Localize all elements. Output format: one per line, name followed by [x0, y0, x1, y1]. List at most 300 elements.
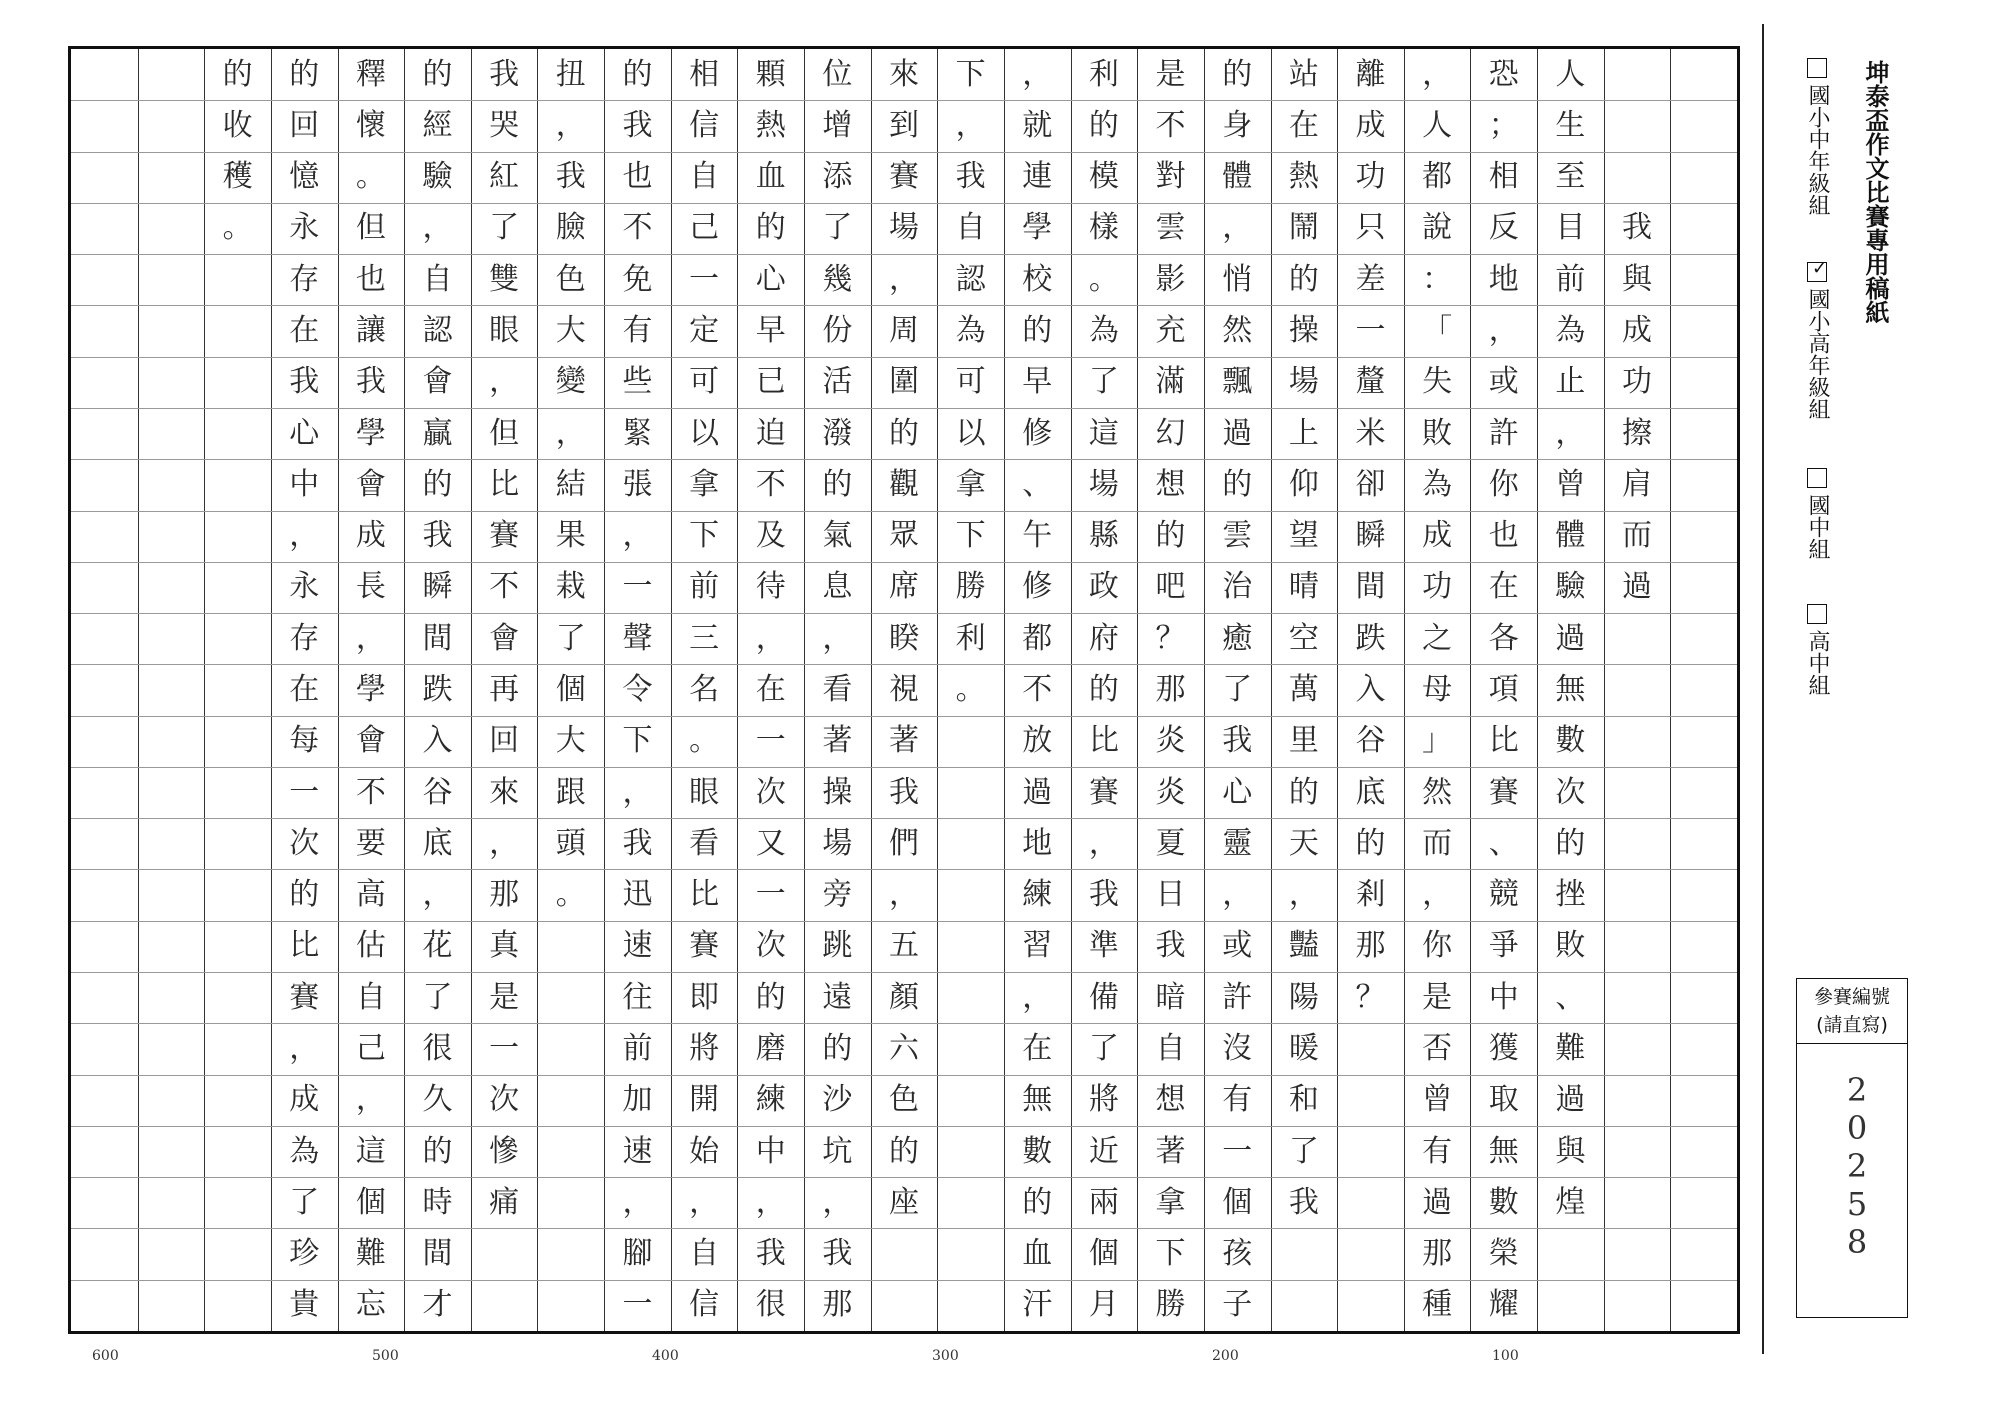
essay-char: 樣: [1088, 210, 1119, 246]
essay-char: 賽: [1488, 774, 1519, 810]
essay-char: 只: [1355, 210, 1386, 246]
essay-char: 往: [622, 979, 653, 1015]
essay-char: 過: [1555, 620, 1586, 656]
essay-char: 天: [1288, 825, 1319, 861]
essay-char: 獲: [1488, 1030, 1519, 1066]
essay-char: 前: [1555, 261, 1586, 297]
essay-char: 我: [889, 774, 919, 810]
essay-char: 你: [1422, 928, 1453, 964]
essay-char: 比: [689, 877, 720, 913]
essay-char: 己: [689, 210, 720, 246]
essay-char: 座: [889, 1184, 919, 1220]
essay-char: 將: [1088, 1082, 1119, 1118]
essay-char: 賽: [889, 159, 919, 195]
row-line: [71, 1023, 1737, 1024]
essay-char: 成: [1355, 107, 1386, 143]
essay-char: 拿: [955, 466, 986, 502]
essay-char: 貴: [289, 1287, 320, 1323]
essay-char: 幾: [822, 261, 853, 297]
essay-char: 上: [1288, 415, 1319, 451]
essay-char: 次: [1555, 774, 1586, 810]
essay-char: 懷: [355, 107, 386, 143]
essay-char: 前: [622, 1030, 653, 1066]
essay-char: 們: [889, 825, 919, 861]
essay-char: 人: [1422, 107, 1453, 143]
registration-number[interactable]: 20258: [1838, 1071, 1876, 1261]
essay-char: 跳: [822, 928, 853, 964]
essay-char: 不: [1155, 107, 1186, 143]
essay-char: 的: [822, 1030, 853, 1066]
essay-char: 將: [689, 1030, 720, 1066]
essay-char: 待: [755, 569, 786, 605]
essay-char: 谷: [422, 774, 453, 810]
essay-char: 視: [889, 672, 919, 707]
essay-char: 那: [1155, 672, 1186, 707]
count-tick-400: 400: [652, 1348, 679, 1364]
column-line: [871, 49, 872, 1331]
essay-char: 然: [1222, 313, 1253, 349]
essay-char: 的: [755, 979, 786, 1015]
option-senior-high[interactable]: [1800, 604, 1830, 696]
essay-char: 次: [755, 774, 786, 810]
essay-char: 腳: [622, 1236, 653, 1272]
essay-char: ，: [822, 620, 853, 656]
essay-char: ，: [289, 1030, 320, 1066]
essay-char: 止: [1555, 364, 1586, 400]
essay-char: 下: [955, 56, 986, 92]
essay-char: 對: [1155, 159, 1186, 195]
essay-char: 憶: [289, 159, 320, 195]
essay-char: 回: [489, 723, 520, 759]
essay-char: ，: [1488, 313, 1519, 349]
essay-char: 著: [1155, 1133, 1186, 1169]
essay-char: 次: [289, 825, 320, 861]
essay-char: 暗: [1155, 979, 1186, 1015]
essay-char: 頭: [555, 825, 586, 861]
essay-char: 一: [1222, 1133, 1253, 1169]
essay-char: 的: [1155, 518, 1186, 554]
essay-char: 的: [1022, 313, 1053, 349]
essay-char: 那: [1355, 928, 1386, 964]
essay-char: 了: [1288, 1133, 1319, 1169]
essay-char: 在: [755, 672, 786, 707]
essay-char: 長: [355, 569, 386, 605]
essay-char: 我: [555, 159, 586, 195]
essay-char: 的: [1222, 466, 1253, 502]
essay-char: 的: [289, 877, 320, 913]
essay-char: 都: [1422, 159, 1453, 195]
essay-char: 賽: [289, 979, 320, 1015]
essay-char: 加: [622, 1082, 653, 1118]
essay-char: 練: [755, 1082, 786, 1118]
check-mark-icon: ✓: [1809, 258, 1830, 279]
row-line: [71, 767, 1737, 768]
row-line: [71, 716, 1737, 717]
essay-char: 地: [1022, 825, 1053, 861]
essay-char: 、: [1022, 466, 1053, 502]
essay-char: 場: [1288, 364, 1319, 400]
column-line: [937, 49, 938, 1331]
essay-char: ？: [1155, 620, 1186, 656]
essay-char: 也: [1488, 518, 1519, 554]
essay-char: 陽: [1288, 979, 1319, 1015]
essay-char: 你: [1488, 466, 1519, 502]
essay-char: 的: [1022, 1184, 1053, 1220]
essay-char: ，: [1288, 877, 1319, 913]
row-line: [71, 357, 1737, 358]
essay-char: 名: [689, 672, 720, 707]
essay-char: 靈: [1222, 825, 1253, 861]
essay-char: 來: [489, 774, 520, 810]
essay-char: 生: [1555, 107, 1586, 143]
essay-char: ，: [822, 1184, 853, 1220]
essay-char: 就: [1022, 107, 1053, 143]
essay-char: 雙: [489, 261, 520, 297]
column-line: [1670, 49, 1671, 1331]
essay-char: 失: [1422, 364, 1453, 400]
essay-char: 中: [755, 1133, 786, 1169]
essay-char: 三: [689, 620, 720, 656]
essay-char: 忘: [355, 1287, 386, 1323]
essay-char: ，: [355, 1082, 386, 1118]
essay-char: 珍: [289, 1236, 320, 1272]
essay-char: 難: [1555, 1030, 1586, 1066]
essay-char: 相: [689, 56, 720, 92]
essay-char: 那: [1422, 1236, 1453, 1272]
column-line: [1470, 49, 1471, 1331]
essay-char: 收: [222, 107, 253, 143]
essay-char: 許: [1222, 979, 1253, 1015]
essay-char: 我: [955, 159, 986, 195]
essay-char: 估: [355, 928, 386, 964]
essay-char: 即: [689, 979, 720, 1015]
essay-char: 之: [1422, 620, 1453, 656]
essay-char: 在: [1022, 1030, 1053, 1066]
essay-char: 無: [1555, 672, 1586, 707]
essay-char: 一: [689, 261, 720, 297]
essay-char: 我: [755, 1236, 786, 1272]
essay-char: 近: [1088, 1133, 1119, 1169]
essay-char: 的: [889, 415, 919, 451]
essay-char: 入: [1355, 672, 1386, 707]
essay-char: 挫: [1555, 877, 1586, 913]
essay-char: 令: [622, 672, 653, 707]
column-line: [1204, 49, 1205, 1331]
essay-char: 比: [289, 928, 320, 964]
essay-char: 癒: [1222, 620, 1253, 656]
essay-char: 圍: [889, 364, 919, 400]
essay-char: ，: [622, 774, 653, 810]
essay-char: 的: [422, 1133, 453, 1169]
essay-char: 炎: [1155, 723, 1186, 759]
essay-char: 府: [1088, 620, 1119, 656]
row-line: [71, 562, 1737, 563]
essay-char: 瞬: [1355, 518, 1386, 554]
essay-char: 一: [755, 723, 786, 759]
column-line: [1537, 49, 1538, 1331]
essay-char: 在: [289, 672, 320, 707]
essay-char: 孩: [1222, 1236, 1253, 1272]
checkbox-icon[interactable]: [1807, 58, 1827, 78]
essay-char: 間: [422, 620, 453, 656]
essay-char: 認: [422, 313, 453, 349]
essay-char: 顏: [889, 979, 919, 1015]
essay-char: 經: [422, 107, 453, 143]
essay-char: 中: [289, 466, 320, 502]
column-line: [604, 49, 605, 1331]
essay-char: 速: [622, 1133, 653, 1169]
essay-char: 肩: [1622, 466, 1653, 502]
row-line: [71, 921, 1737, 922]
essay-char: 場: [889, 210, 919, 246]
essay-char: 不: [755, 466, 786, 502]
essay-char: 一: [489, 1030, 520, 1066]
essay-char: 成: [355, 518, 386, 554]
essay-char: 但: [489, 415, 520, 451]
essay-char: 修: [1022, 569, 1053, 605]
row-line: [71, 972, 1737, 973]
essay-char: 「: [1422, 313, 1453, 349]
essay-char: 至: [1555, 159, 1586, 195]
essay-char: 個: [355, 1184, 386, 1220]
essay-char: 已: [755, 364, 786, 400]
option-high-grade[interactable]: [1800, 258, 1830, 420]
essay-char: 修: [1022, 415, 1053, 451]
essay-char: 和: [1288, 1082, 1319, 1118]
essay-char: 母: [1422, 672, 1453, 707]
essay-char: 信: [689, 1287, 720, 1323]
essay-char: 痛: [489, 1184, 520, 1220]
essay-char: 熱: [1288, 159, 1319, 195]
essay-char: 在: [289, 313, 320, 349]
column-line: [1337, 49, 1338, 1331]
essay-char: 政: [1088, 569, 1119, 605]
essay-char: ，: [422, 877, 453, 913]
essay-char: 著: [822, 723, 853, 759]
essay-char: 人: [1555, 56, 1586, 92]
essay-char: 吧: [1155, 569, 1186, 605]
row-line: [71, 459, 1737, 460]
essay-char: 下: [689, 518, 720, 554]
essay-char: 有: [622, 313, 653, 349]
essay-char: 汗: [1022, 1287, 1053, 1323]
essay-char: 很: [755, 1287, 786, 1323]
essay-char: 信: [689, 107, 720, 143]
essay-char: ，: [1422, 877, 1453, 913]
essay-char: 我: [422, 518, 453, 554]
essay-char: 。: [689, 723, 720, 759]
essay-char: 拿: [1155, 1184, 1186, 1220]
essay-char: 許: [1488, 415, 1519, 451]
essay-char: 回: [289, 107, 320, 143]
essay-char: 子: [1222, 1287, 1253, 1323]
essay-char: 不: [355, 774, 386, 810]
essay-char: 添: [822, 159, 853, 195]
essay-char: 功: [1422, 569, 1453, 605]
option-label: 國小高年級組: [1805, 288, 1830, 420]
writing-grid: [68, 46, 1740, 1334]
essay-char: 場: [1088, 466, 1119, 502]
row-line: [71, 1280, 1737, 1281]
essay-char: 曾: [1555, 466, 1586, 502]
essay-char: 各: [1488, 620, 1519, 656]
essay-char: 眼: [689, 774, 720, 810]
essay-char: 雲: [1222, 518, 1253, 554]
essay-char: 驗: [422, 159, 453, 195]
essay-char: 始: [689, 1133, 720, 1169]
essay-char: 有: [1222, 1082, 1253, 1118]
row-line: [71, 203, 1737, 204]
row-line: [71, 408, 1737, 409]
essay-char: 無: [1488, 1133, 1519, 1169]
essay-char: 沒: [1222, 1030, 1253, 1066]
essay-char: 可: [689, 364, 720, 400]
essay-char: 自: [355, 979, 386, 1015]
essay-char: 為: [1555, 313, 1586, 349]
essay-char: 一: [622, 569, 653, 605]
registration-label: 參賽編號: [1813, 986, 1890, 1008]
essay-char: 然: [1422, 774, 1453, 810]
essay-char: 迅: [622, 877, 653, 913]
essay-char: 賽: [1088, 774, 1119, 810]
essay-char: 治: [1222, 569, 1253, 605]
essay-char: 離: [1355, 56, 1386, 92]
essay-char: ，: [555, 107, 586, 143]
row-line: [71, 1177, 1737, 1178]
essay-char: 我: [1288, 1184, 1319, 1220]
checkbox-icon[interactable]: [1807, 604, 1827, 624]
essay-char: 午: [1022, 518, 1053, 554]
essay-char: 的: [1222, 56, 1253, 92]
essay-char: 一: [289, 774, 320, 810]
essay-char: 心: [755, 261, 786, 297]
essay-char: 成: [1622, 313, 1653, 349]
essay-char: 我: [1155, 928, 1186, 964]
checkbox-icon[interactable]: [1807, 258, 1830, 282]
essay-char: ，: [422, 210, 453, 246]
essay-char: 體: [1555, 518, 1586, 554]
column-line: [404, 49, 405, 1331]
row-line: [71, 1075, 1737, 1076]
checkbox-icon[interactable]: [1807, 468, 1827, 488]
essay-char: ，: [1222, 877, 1253, 913]
essay-char: 份: [822, 313, 853, 349]
essay-char: 恐: [1488, 56, 1519, 92]
column-line: [338, 49, 339, 1331]
essay-char: 個: [1222, 1184, 1253, 1220]
essay-char: 驗: [1555, 569, 1586, 605]
essay-char: 豔: [1288, 928, 1319, 964]
registration-header: [1797, 979, 1907, 1044]
side-divider: [1762, 24, 1764, 1354]
essay-char: 是: [1155, 56, 1186, 92]
essay-char: 在: [1288, 107, 1319, 143]
essay-char: ，: [1222, 210, 1253, 246]
essay-char: 定: [689, 313, 720, 349]
essay-char: ，: [755, 1184, 786, 1220]
essay-char: 爭: [1488, 928, 1519, 964]
essay-char: 過: [1555, 1082, 1586, 1118]
option-junior-high[interactable]: [1800, 468, 1830, 560]
essay-char: 大: [555, 313, 586, 349]
essay-char: 的: [422, 56, 453, 92]
essay-char: ，: [889, 877, 919, 913]
essay-char: 賽: [689, 928, 720, 964]
essay-char: 的: [422, 466, 453, 502]
option-mid-grade[interactable]: [1800, 58, 1830, 216]
option-label: 國中組: [1805, 494, 1830, 560]
essay-char: ；: [1488, 107, 1519, 143]
essay-char: 活: [822, 364, 853, 400]
row-line: [71, 818, 1737, 819]
essay-char: 來: [889, 56, 919, 92]
essay-char: 熱: [755, 107, 786, 143]
row-line: [71, 254, 1737, 255]
essay-char: 望: [1288, 518, 1319, 554]
essay-char: ，: [1422, 56, 1453, 92]
essay-char: 要: [355, 825, 386, 861]
essay-char: 永: [289, 210, 320, 246]
essay-char: 差: [1355, 261, 1386, 297]
essay-char: ，: [1088, 825, 1119, 861]
essay-char: 遠: [822, 979, 853, 1015]
essay-char: 或: [1488, 364, 1519, 400]
essay-char: 瞬: [422, 569, 453, 605]
essay-char: 縣: [1088, 518, 1119, 554]
essay-char: 紅: [489, 159, 520, 195]
essay-char: ，: [622, 1184, 653, 1220]
essay-char: 認: [955, 261, 986, 297]
essay-char: 增: [822, 107, 853, 143]
essay-char: 學: [1022, 210, 1053, 246]
essay-char: 的: [622, 56, 653, 92]
essay-char: 影: [1155, 261, 1186, 297]
essay-char: 勝: [955, 569, 986, 605]
essay-char: 操: [822, 774, 853, 810]
essay-char: 是: [489, 979, 520, 1015]
essay-char: 也: [622, 159, 653, 195]
essay-char: ？: [1355, 979, 1386, 1015]
essay-char: 一: [1355, 313, 1386, 349]
essay-char: 緊: [622, 415, 653, 451]
option-label: 國小中年級組: [1805, 84, 1830, 216]
essay-char: 放: [1022, 723, 1053, 759]
essay-char: 備: [1088, 979, 1119, 1015]
essay-char: 聲: [622, 620, 653, 656]
essay-char: 谷: [1355, 723, 1386, 759]
essay-char: 是: [1422, 979, 1453, 1015]
essay-char: 才: [422, 1287, 453, 1323]
essay-char: 不: [622, 210, 653, 246]
essay-char: 學: [355, 415, 386, 451]
essay-char: ，: [1022, 979, 1053, 1015]
essay-char: 滿: [1155, 364, 1186, 400]
essay-char: 色: [889, 1082, 919, 1118]
essay-char: 一: [755, 877, 786, 913]
essay-char: 仰: [1288, 466, 1319, 502]
column-line: [804, 49, 805, 1331]
column-line: [671, 49, 672, 1331]
essay-char: 的: [1355, 825, 1386, 861]
essay-char: 鬧: [1288, 210, 1319, 246]
essay-char: 校: [1022, 261, 1053, 297]
form-title: 坤泰盃作文比賽專用稿紙: [1861, 60, 1889, 324]
essay-char: 不: [1022, 672, 1053, 707]
essay-char: 花: [422, 928, 453, 964]
essay-char: 準: [1088, 928, 1119, 964]
essay-char: 身: [1222, 107, 1253, 143]
essay-char: 」: [1422, 723, 1453, 759]
